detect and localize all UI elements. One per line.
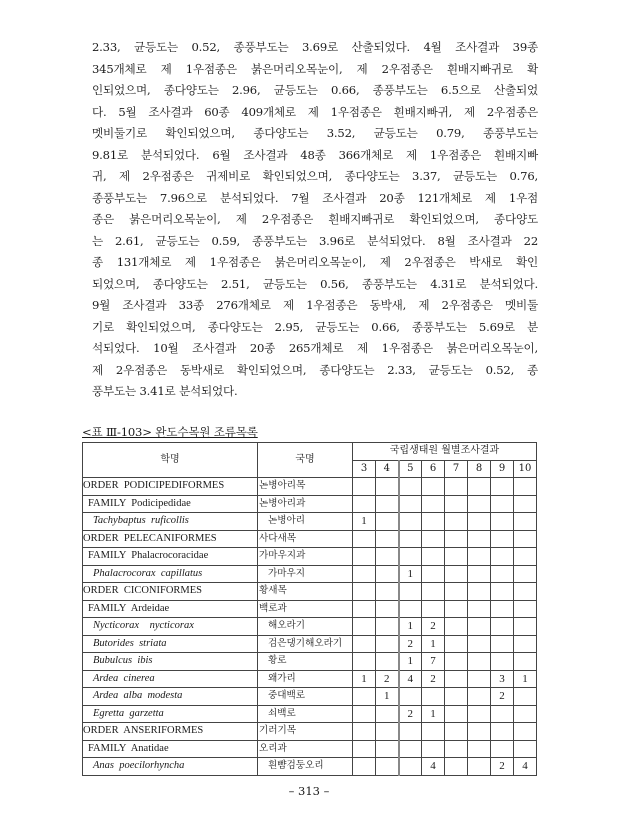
scientific-name: ORDER CICONIFORMES [83, 583, 258, 601]
month-count [468, 723, 491, 741]
month-count [353, 723, 376, 741]
month-count: 2 [422, 670, 445, 688]
scientific-name: Phalacrocorax capillatus [83, 565, 258, 583]
body-paragraph [92, 37, 538, 403]
body-text-line: 종은 붉은머리오목눈이, 제 2우점종은 흰배지빠귀로 확인되었으며, 종다양도 [92, 212, 538, 226]
table-row-family [83, 740, 537, 758]
month-count [399, 740, 422, 758]
month-count [491, 478, 514, 496]
month-count [468, 565, 491, 583]
header-scientific-name: 학명 [83, 443, 258, 478]
month-count [399, 758, 422, 776]
month-count [514, 513, 537, 531]
korean-name: 기러기목 [258, 723, 353, 741]
korean-name: 흰뺨검둥오리 [258, 758, 353, 776]
month-count [353, 600, 376, 618]
month-count [445, 670, 468, 688]
month-count [468, 530, 491, 548]
month-count [353, 653, 376, 671]
month-count [445, 600, 468, 618]
month-count [376, 600, 399, 618]
table-row-species [83, 565, 537, 583]
body-text-line: 되었으며, 종다양도는 2.51, 균등도는 0.56, 종풍부도는 4.31로 분석되었다. [92, 276, 538, 291]
scientific-name: ORDER PODICIPEDIFORMES [83, 478, 258, 496]
month-count [353, 530, 376, 548]
month-count: 1 [353, 670, 376, 688]
month-count [445, 635, 468, 653]
month-count [422, 688, 445, 706]
body-text-line: 2.33, 균등도는 0.52, 종풍부도는 3.69로 산출되었다. 4월 조사결과 39종 [92, 40, 538, 54]
body-text-line: 인되었으며, 종다양도는 2.96, 균등도는 0.66, 종풍부도는 6.5으로 산출되었 [92, 83, 538, 97]
korean-name: 중대백로 [258, 688, 353, 706]
month-count [468, 548, 491, 566]
table-row-family [83, 600, 537, 618]
korean-name: 왜가리 [258, 670, 353, 688]
month-count [422, 530, 445, 548]
body-text-line: 345개체로 제 1우점종은 붉은머리오목눈이, 제 2우점종은 흰배지빠귀로 확 [92, 61, 538, 76]
month-count [445, 565, 468, 583]
month-count [514, 723, 537, 741]
table-row-species [83, 670, 537, 688]
bird-list-table [82, 442, 537, 776]
month-count [376, 478, 399, 496]
month-count [514, 478, 537, 496]
month-count: 7 [422, 653, 445, 671]
month-count [491, 653, 514, 671]
scientific-name: FAMILY Anatidae [83, 740, 258, 758]
month-count [353, 495, 376, 513]
month-count [422, 600, 445, 618]
month-count [353, 740, 376, 758]
header-month: 3 [353, 460, 376, 478]
body-text-line: 석되었다. 10월 조사결과 20종 265개체로 제 1우점종은 붉은머리오목눈이, [92, 341, 538, 355]
month-count [514, 688, 537, 706]
month-count [491, 583, 514, 601]
month-count [514, 740, 537, 758]
month-count [376, 495, 399, 513]
month-count [353, 618, 376, 636]
scientific-name: Anas poecilorhyncha [83, 758, 258, 776]
month-count: 1 [422, 635, 445, 653]
month-count [468, 688, 491, 706]
korean-name: 논병아리목 [258, 478, 353, 496]
month-count [445, 530, 468, 548]
korean-name: 황새목 [258, 583, 353, 601]
header-month: 8 [468, 460, 491, 478]
month-count [491, 705, 514, 723]
month-count [468, 635, 491, 653]
korean-name: 황로 [258, 653, 353, 671]
month-count [353, 583, 376, 601]
month-count [445, 723, 468, 741]
table-row-species [83, 635, 537, 653]
month-count [376, 618, 399, 636]
table-row-species [83, 653, 537, 671]
month-count: 1 [514, 670, 537, 688]
month-count [514, 548, 537, 566]
month-count [514, 495, 537, 513]
month-count [376, 653, 399, 671]
header-month: 5 [399, 460, 422, 478]
month-count [422, 723, 445, 741]
month-count [468, 513, 491, 531]
month-count [399, 688, 422, 706]
month-count [491, 723, 514, 741]
scientific-name: Egretta garzetta [83, 705, 258, 723]
month-count [468, 653, 491, 671]
month-count: 1 [399, 653, 422, 671]
page-number: – 313 – [288, 784, 330, 798]
scientific-name: Butorides striata [83, 635, 258, 653]
korean-name: 논병아리과 [258, 495, 353, 513]
month-count: 1 [399, 618, 422, 636]
month-count: 4 [422, 758, 445, 776]
body-text-line: 귀, 제 2우점종은 귀제비로 확인되었으며, 종다양도는 3.37, 균등도는 0.76, [92, 169, 538, 183]
month-count [376, 740, 399, 758]
month-count [422, 495, 445, 513]
body-text-line: 는 2.61, 균등도는 0.59, 종풍부도는 3.96로 분석되었다. 8월 조사결과 22 [92, 233, 538, 248]
month-count [468, 478, 491, 496]
month-count [468, 583, 491, 601]
table-row-order [83, 583, 537, 601]
table-row-family [83, 548, 537, 566]
month-count [399, 583, 422, 601]
month-count [445, 688, 468, 706]
month-count [353, 548, 376, 566]
header-korean-name: 국명 [258, 443, 353, 478]
korean-name: 백로과 [258, 600, 353, 618]
month-count [399, 495, 422, 513]
scientific-name: Ardea alba modesta [83, 688, 258, 706]
body-text-line: 풍부도는 3.41로 분석되었다. [92, 384, 238, 398]
month-count [376, 548, 399, 566]
scientific-name: FAMILY Phalacrocoracidae [83, 548, 258, 566]
month-count [422, 548, 445, 566]
month-count [422, 740, 445, 758]
scientific-name: ORDER ANSERIFORMES [83, 723, 258, 741]
month-count [445, 478, 468, 496]
month-count [445, 740, 468, 758]
month-count [468, 740, 491, 758]
table-row-family [83, 495, 537, 513]
month-count [514, 600, 537, 618]
month-count: 2 [399, 705, 422, 723]
table-row-species [83, 688, 537, 706]
month-count [514, 635, 537, 653]
month-count [514, 583, 537, 601]
month-count [399, 600, 422, 618]
month-count [491, 565, 514, 583]
month-count [422, 583, 445, 601]
month-count [353, 478, 376, 496]
header-month: 9 [491, 460, 514, 478]
korean-name: 논병아리 [258, 513, 353, 531]
month-count [376, 635, 399, 653]
month-count [422, 513, 445, 531]
month-count [399, 548, 422, 566]
month-count: 1 [399, 565, 422, 583]
month-count [491, 618, 514, 636]
month-count [353, 705, 376, 723]
month-count [445, 583, 468, 601]
month-count [353, 758, 376, 776]
korean-name: 검은댕기해오라기 [258, 635, 353, 653]
month-count [353, 565, 376, 583]
scientific-name: Ardea cinerea [83, 670, 258, 688]
table-row-order [83, 723, 537, 741]
scientific-name: FAMILY Podicipedidae [83, 495, 258, 513]
month-count [491, 548, 514, 566]
header-month: 6 [422, 460, 445, 478]
month-count [376, 758, 399, 776]
month-count [376, 565, 399, 583]
body-text-line: 다. 5월 조사결과 60종 409개체로 제 1우점종은 흰배지빠귀, 제 2우점종은 [92, 104, 538, 119]
body-text-line: 기로 확인되었으며, 종다양도는 2.95, 균등도는 0.66, 종풍부도는 5.69로 분 [92, 319, 538, 334]
month-count: 1 [353, 513, 376, 531]
month-count: 4 [399, 670, 422, 688]
month-count [468, 758, 491, 776]
month-count [468, 670, 491, 688]
body-text-line: 9.81로 분석되었다. 6월 조사결과 48종 366개체로 제 1우점종은 흰배지빠 [92, 147, 538, 162]
month-count [376, 705, 399, 723]
korean-name: 가마우지 [258, 565, 353, 583]
scientific-name: ORDER PELECANIFORMES [83, 530, 258, 548]
month-count [399, 513, 422, 531]
month-count: 1 [376, 688, 399, 706]
month-count [353, 688, 376, 706]
month-count [468, 600, 491, 618]
month-count: 2 [491, 758, 514, 776]
header-month: 7 [445, 460, 468, 478]
month-count [445, 495, 468, 513]
korean-name: 오리과 [258, 740, 353, 758]
korean-name: 사다새목 [258, 530, 353, 548]
month-count [491, 635, 514, 653]
month-count: 3 [491, 670, 514, 688]
scientific-name: Nycticorax nycticorax [83, 618, 258, 636]
month-count [422, 478, 445, 496]
month-count [399, 530, 422, 548]
month-count [376, 530, 399, 548]
month-count [445, 705, 468, 723]
scientific-name: Tachybaptus ruficollis [83, 513, 258, 531]
table-caption: <표 Ⅲ-103> 완도수목원 조류목록 [82, 425, 258, 439]
body-text-line: 제 2우점종은 동박새로 확인되었으며, 종다양도는 2.33, 균등도는 0.52, 종 [92, 362, 538, 377]
month-count [491, 530, 514, 548]
header-month: 4 [376, 460, 399, 478]
month-count [468, 618, 491, 636]
month-count [445, 548, 468, 566]
month-count: 2 [422, 618, 445, 636]
month-count: 2 [376, 670, 399, 688]
korean-name: 해오라기 [258, 618, 353, 636]
month-count [514, 618, 537, 636]
korean-name: 쇠백로 [258, 705, 353, 723]
month-count [514, 530, 537, 548]
header-monthly-survey: 국립생태원 월별조사결과 [353, 443, 537, 461]
header-month: 10 [514, 460, 537, 478]
month-count [445, 618, 468, 636]
table-row-order [83, 478, 537, 496]
month-count [491, 740, 514, 758]
month-count [491, 600, 514, 618]
month-count [491, 513, 514, 531]
month-count [376, 723, 399, 741]
month-count [376, 513, 399, 531]
month-count [353, 635, 376, 653]
month-count [399, 478, 422, 496]
body-text-line: 종풍부도는 7.96으로 분석되었다. 7월 조사결과 20종 121개체로 제 1우점 [92, 190, 538, 205]
month-count [445, 758, 468, 776]
month-count [399, 723, 422, 741]
month-count [514, 565, 537, 583]
scientific-name: Bubulcus ibis [83, 653, 258, 671]
month-count: 2 [399, 635, 422, 653]
month-count [376, 583, 399, 601]
month-count [422, 565, 445, 583]
month-count: 1 [422, 705, 445, 723]
month-count [468, 495, 491, 513]
month-count [445, 653, 468, 671]
table-row-species [83, 758, 537, 776]
month-count: 2 [491, 688, 514, 706]
body-text-line: 9월 조사결과 33종 276개체로 제 1우점종은 동박새, 제 2우점종은 멧비둘 [92, 298, 538, 312]
month-count [468, 705, 491, 723]
month-count [514, 653, 537, 671]
table-row-species [83, 705, 537, 723]
body-text-line: 멧비둘기로 확인되었으며, 종다양도는 3.52, 균등도는 0.79, 종풍부도는 [92, 126, 538, 140]
table-row-order [83, 530, 537, 548]
korean-name: 가마우지과 [258, 548, 353, 566]
month-count [445, 513, 468, 531]
month-count [491, 495, 514, 513]
table-row-species [83, 618, 537, 636]
table-row-species [83, 513, 537, 531]
scientific-name: FAMILY Ardeidae [83, 600, 258, 618]
body-text-line: 종 131개체로 제 1우점종은 붉은머리오목눈이, 제 2우점종은 박새로 확인 [92, 255, 538, 269]
month-count: 4 [514, 758, 537, 776]
month-count [514, 705, 537, 723]
